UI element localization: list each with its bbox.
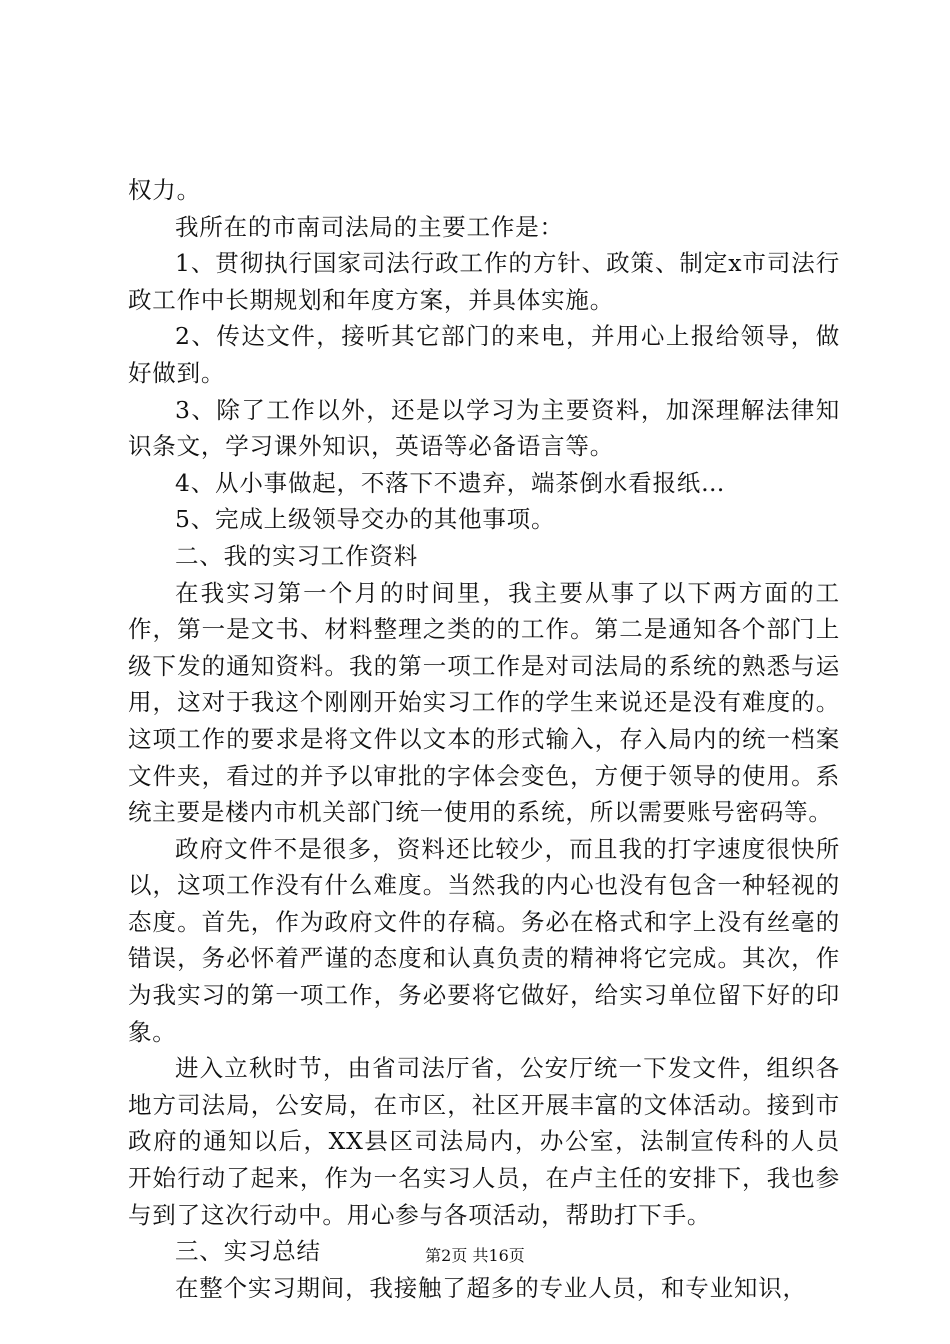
paragraph: 在整个实习期间，我接触了超多的专业人员，和专业知识， — [175, 1273, 807, 1302]
paragraph: 1、贯彻执行国家司法行政工作的方针、政策、制定x市司法行政工作中长期规划和年度方案，并具体实施。 — [128, 249, 840, 314]
paragraph: 进入立秋时节，由省司法厅省，公安厅统一下发文件，组织各地方司法局，公安局，在市区，社区开展丰富的文体活动。接到市政府的通知以后，XX县区司法局内，办公室，法制宣传科的人员开始行动了起来，作为一名实习人员，在卢主任的安排下，我也参与到了这次行动中。用心参与各项活动，帮助打下手。 — [128, 1054, 840, 1229]
paragraph: 5、完成上级领导交办的其他事项。 — [175, 505, 556, 534]
document-body — [128, 172, 840, 1306]
paragraph: 2、传达文件，接听其它部门的来电，并用心上报给领导，做好做到。 — [128, 322, 840, 387]
paragraph: 我所在的市南司法局的主要工作是： — [175, 212, 564, 241]
paragraph: 权力。 — [128, 176, 201, 204]
paragraph: 4、从小事做起，不落下不遗弃，端茶倒水看报纸… — [175, 468, 726, 497]
section-heading: 二、我的实习工作资料 — [175, 541, 418, 570]
section-heading: 三、实习总结 — [175, 1237, 321, 1266]
paragraph: 3、除了工作以外，还是以学习为主要资料，加深理解法律知识条文，学习课外知识，英语等必备语言等。 — [128, 395, 840, 461]
paragraph: 在我实习第一个月的时间里，我主要从事了以下两方面的工作，第一是文书、材料整理之类的的工作。第二是通知各个部门上级下发的通知资料。我的第一项工作是对司法局的系统的熟悉与运用，这对于我这个刚刚开始实习工作的学生来说还是没有难度的。这项工作的要求是将文件以文本的形式输入，存入局内的统一档案文件夹，看过的并予以审批的字体会变色，方便于领导的使用。系统主要是楼内市机关部门统一使用的系统，所以需要账号密码等。 — [128, 578, 840, 827]
paragraph: 政府文件不是很多，资料还比较少，而且我的打字速度很快所以，这项工作没有什么难度。当然我的内心也没有包含一种轻视的态度。首先，作为政府文件的存稿。务必在格式和字上没有丝毫的错误，务必怀着严谨的态度和认真负责的精神将它完成。其次，作为我实习的第一项工作，务必要将它做好，给实习单位留下好的印象。 — [128, 834, 840, 1046]
page-number-footer: 第2页 共16页 — [425, 1246, 525, 1265]
